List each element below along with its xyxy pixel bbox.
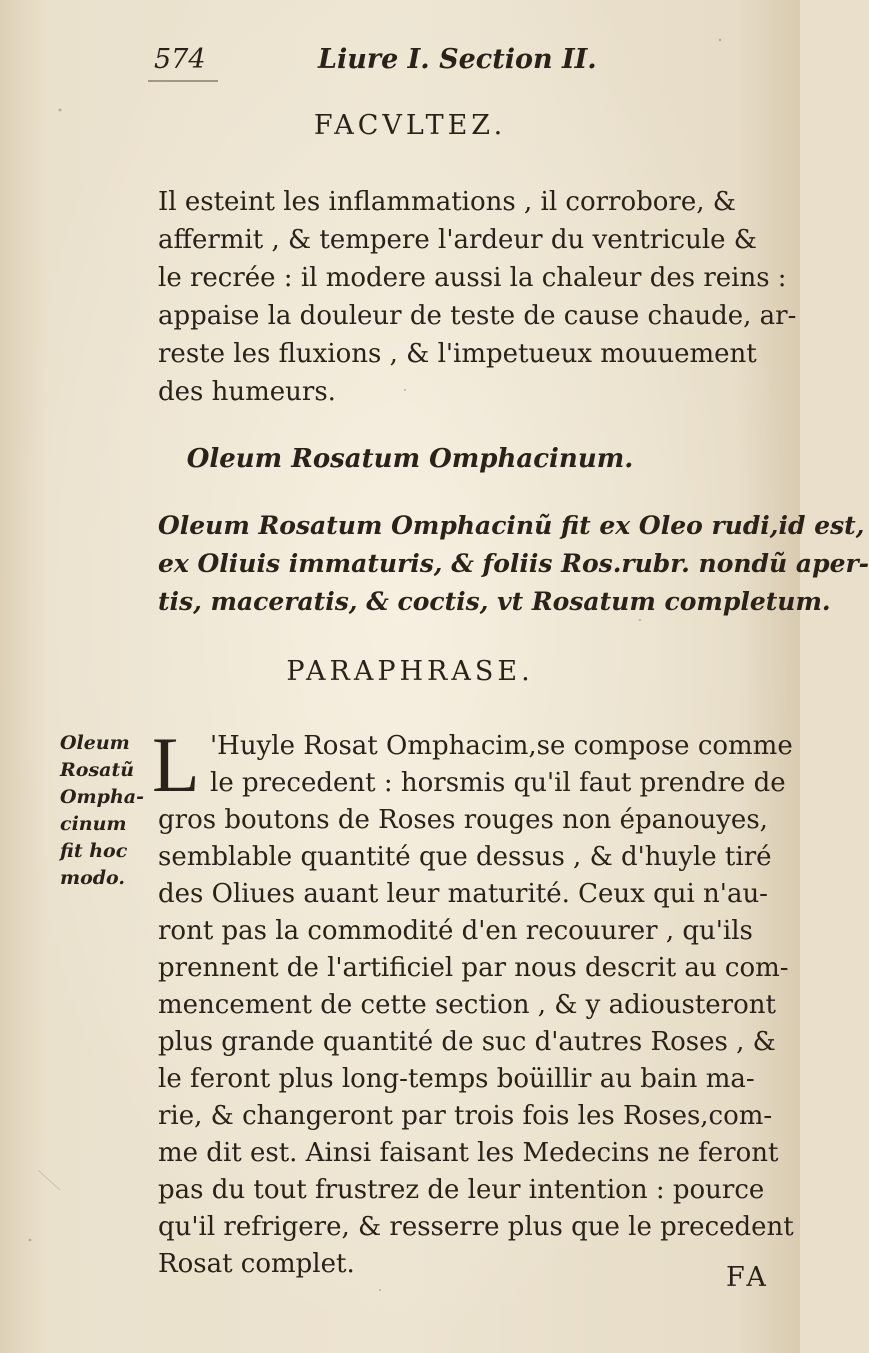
text-line: semblable quantité que dessus , & d'huyle tiré <box>158 842 772 872</box>
text-line: ex Oliuis immaturis, & foliis Ros.rubr. nondũ aper- <box>158 549 869 578</box>
margin-note-line: Rosatũ <box>60 759 135 781</box>
text-line: Rosat complet. <box>158 1249 355 1279</box>
catchword: FA <box>726 1262 770 1293</box>
text-line: des humeurs. <box>158 377 336 407</box>
margin-note-line: fit hoc <box>60 840 128 862</box>
running-title: Liure I. Section II. <box>318 44 597 75</box>
text-line: Il esteint les inflammations , il corrobore, & <box>158 187 736 217</box>
text-line: qu'il refrigere, & resserre plus que le precedent <box>158 1212 794 1242</box>
text-line: prennent de l'artificiel par nous descrit au com- <box>158 953 789 983</box>
page-number-rule <box>148 80 218 82</box>
text-line: tis, maceratis, & coctis, vt Rosatum completum. <box>158 587 831 616</box>
text-line: reste les fluxions , & l'impetueux mouuement <box>158 339 757 369</box>
text-line: Oleum Rosatum Omphacinũ fit ex Oleo rudi,id est, <box>158 511 865 540</box>
margin-note-line: Ompha- <box>60 786 144 808</box>
recipe-title: Oleum Rosatum Omphacinum. <box>186 444 634 474</box>
text-line: 'Huyle Rosat Omphacim,se compose comme <box>210 731 793 761</box>
text-line: affermit , & tempere l'ardeur du ventricule & <box>158 225 757 255</box>
text-line: me dit est. Ainsi faisant les Medecins ne feront <box>158 1138 779 1168</box>
margin-note-line: cinum <box>60 813 127 835</box>
text-line: ront pas la commodité d'en recouurer , qu'ils <box>158 916 753 946</box>
text-line: le recrée : il modere aussi la chaleur des reins : <box>158 263 787 293</box>
running-head <box>148 44 668 80</box>
text-line: mencement de cette section , & y adiousteront <box>158 990 776 1020</box>
text-line: rie, & changeront par trois fois les Roses,com- <box>158 1101 773 1131</box>
margin-note-line: modo. <box>60 867 126 889</box>
text-line: plus grande quantité de suc d'autres Roses , & <box>158 1027 776 1057</box>
page-number: 574 <box>154 44 206 75</box>
text-line: des Oliues auant leur maturité. Ceux qui n'au- <box>158 879 768 909</box>
text-line: le precedent : horsmis qu'il faut prendre de <box>210 768 786 798</box>
section-heading-facultez: FACVLTEZ. <box>313 110 507 141</box>
text-line: appaise la douleur de teste de cause chaude, ar- <box>158 301 797 331</box>
text-line: gros boutons de Roses rouges non épanouyes, <box>158 805 768 835</box>
drop-cap: L <box>152 721 200 808</box>
text-line: pas du tout frustrez de leur intention : pource <box>158 1175 765 1205</box>
margin-note-line: Oleum <box>60 732 130 754</box>
section-heading-paraphrase: PARAPHRASE. <box>286 656 534 687</box>
text-line: le feront plus long-temps boüillir au bain ma- <box>158 1064 755 1094</box>
